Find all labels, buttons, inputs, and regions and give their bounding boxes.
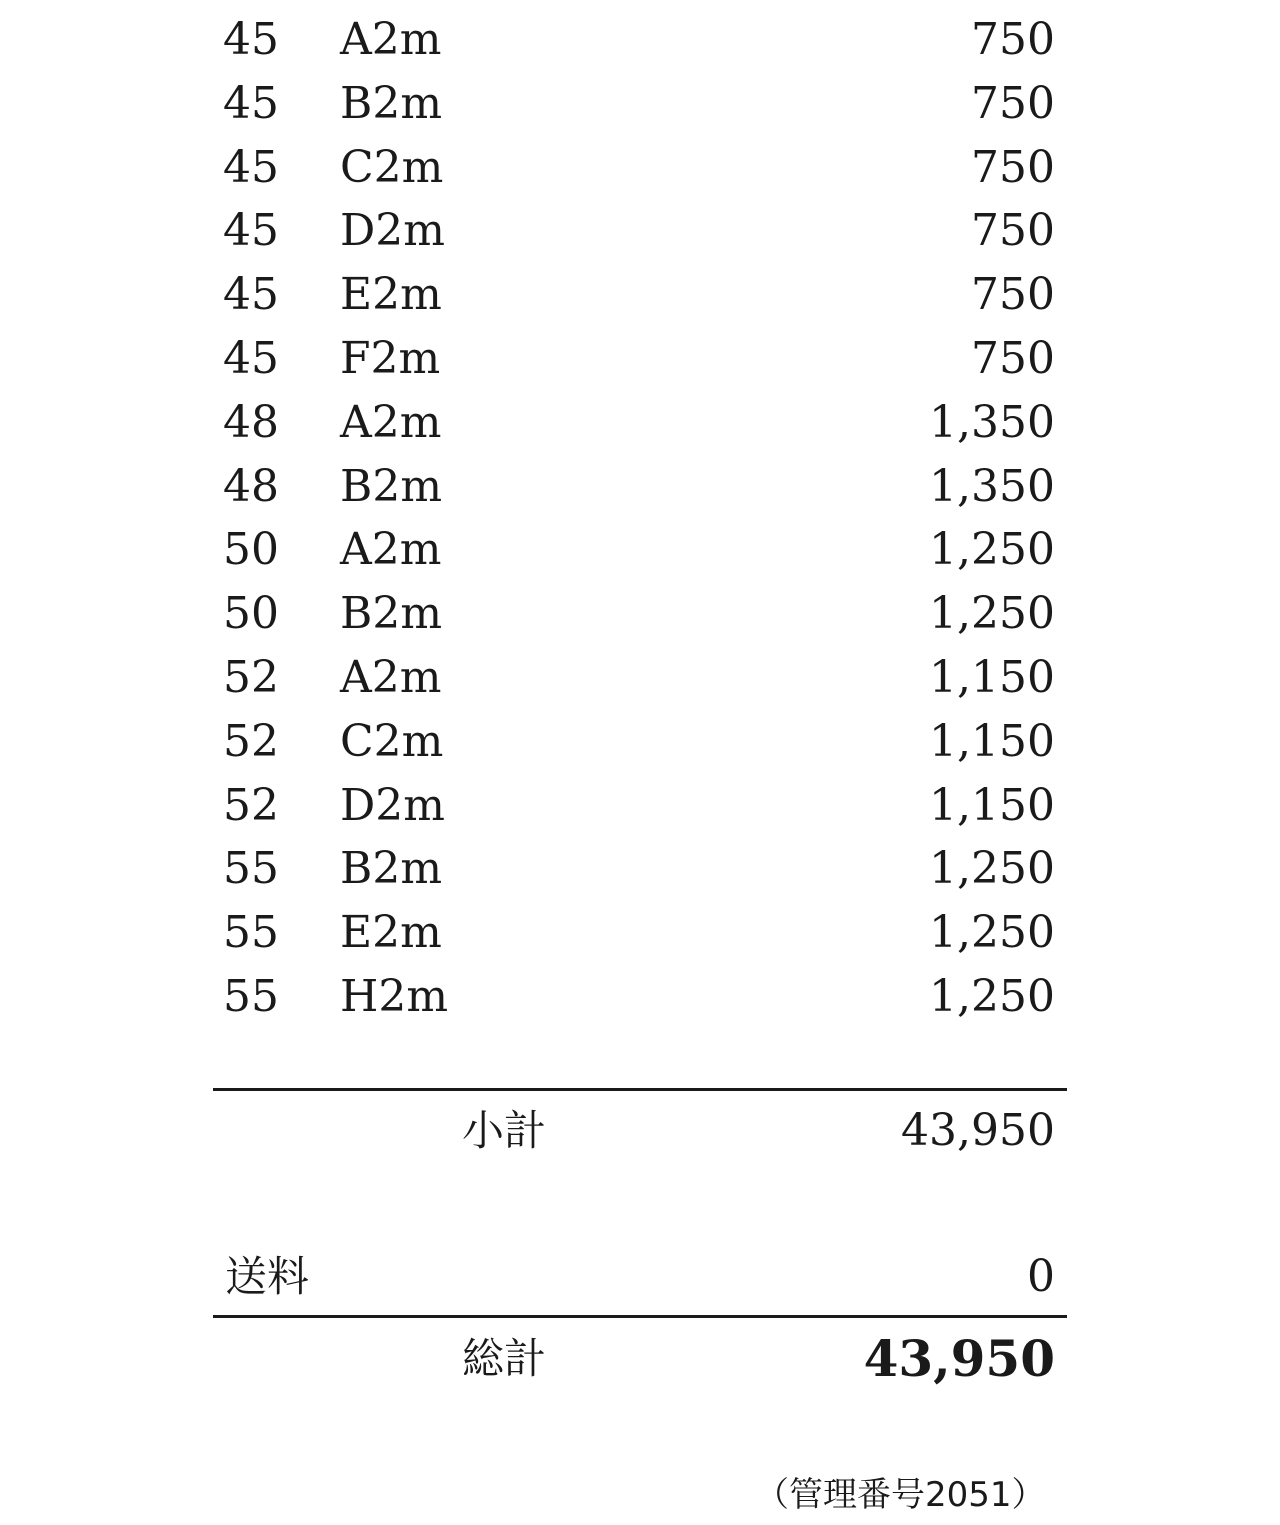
total-value: 43,950 xyxy=(863,1329,1055,1388)
item-price: 750 xyxy=(971,205,1055,257)
item-size: 45 xyxy=(223,205,279,257)
item-code: E2m xyxy=(340,269,442,321)
management-number: （管理番号2051） xyxy=(755,1475,1046,1515)
item-price: 1,250 xyxy=(929,524,1055,576)
item-size: 48 xyxy=(223,396,279,448)
line-item xyxy=(213,518,1067,582)
item-size: 52 xyxy=(223,779,279,831)
subtotal-divider xyxy=(213,1088,1067,1091)
item-code: A2m xyxy=(340,524,442,576)
line-item xyxy=(213,646,1067,710)
item-size: 52 xyxy=(223,715,279,767)
line-item xyxy=(213,774,1067,838)
item-code: A2m xyxy=(340,651,442,703)
item-price: 1,250 xyxy=(929,588,1055,640)
item-price: 750 xyxy=(971,269,1055,321)
item-size: 45 xyxy=(223,14,279,65)
item-size: 50 xyxy=(223,524,279,576)
item-code: B2m xyxy=(340,77,443,129)
line-items-list xyxy=(213,8,1067,1029)
line-item xyxy=(213,965,1067,1029)
item-price: 1,250 xyxy=(929,843,1055,895)
item-code: A2m xyxy=(340,396,442,448)
item-size: 55 xyxy=(223,907,279,959)
item-code: D2m xyxy=(340,779,445,831)
item-code: D2m xyxy=(340,205,445,257)
line-item xyxy=(213,263,1067,327)
item-price: 1,250 xyxy=(929,970,1055,1022)
item-code: B2m xyxy=(340,588,443,640)
item-price: 750 xyxy=(971,141,1055,193)
line-item xyxy=(213,455,1067,519)
item-code: C2m xyxy=(340,715,444,767)
item-code: B2m xyxy=(340,843,443,895)
item-code: E2m xyxy=(340,907,442,959)
line-item xyxy=(213,901,1067,965)
item-size: 50 xyxy=(223,588,279,640)
item-price: 1,350 xyxy=(929,460,1055,512)
item-size: 45 xyxy=(223,269,279,321)
total-label: 総計 xyxy=(462,1334,547,1383)
item-price: 1,250 xyxy=(929,907,1055,959)
item-size: 45 xyxy=(223,77,279,129)
item-code: B2m xyxy=(340,460,443,512)
line-item xyxy=(213,72,1067,136)
item-code: H2m xyxy=(340,970,449,1022)
line-item xyxy=(213,582,1067,646)
item-size: 52 xyxy=(223,651,279,703)
item-price: 1,150 xyxy=(929,651,1055,703)
shipping-label: 送料 xyxy=(225,1252,310,1301)
total-divider xyxy=(213,1315,1067,1318)
item-size: 48 xyxy=(223,460,279,512)
item-price: 750 xyxy=(971,332,1055,384)
item-code: A2m xyxy=(340,14,442,65)
item-price: 1,350 xyxy=(929,396,1055,448)
item-price: 1,150 xyxy=(929,779,1055,831)
subtotal-value: 43,950 xyxy=(901,1105,1055,1156)
item-code: C2m xyxy=(340,141,444,193)
item-size: 45 xyxy=(223,332,279,384)
line-item xyxy=(213,136,1067,200)
subtotal-label: 小計 xyxy=(462,1106,547,1155)
item-size: 45 xyxy=(223,141,279,193)
line-item xyxy=(213,199,1067,263)
item-size: 55 xyxy=(223,970,279,1022)
line-item xyxy=(213,327,1067,391)
line-item xyxy=(213,710,1067,774)
item-code: F2m xyxy=(340,332,441,384)
item-price: 1,150 xyxy=(929,715,1055,767)
line-item xyxy=(213,391,1067,455)
item-price: 750 xyxy=(971,77,1055,129)
item-price: 750 xyxy=(971,14,1055,65)
line-item xyxy=(213,837,1067,901)
shipping-value: 0 xyxy=(1027,1251,1055,1302)
item-size: 55 xyxy=(223,843,279,895)
line-item xyxy=(213,8,1067,72)
